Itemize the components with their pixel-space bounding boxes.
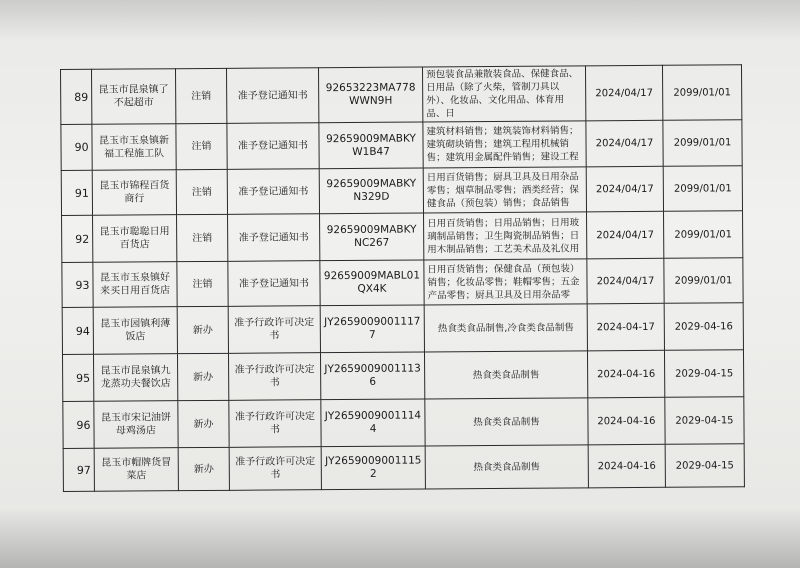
- business-scope: 热食类食品制售,冷食类食品制售: [424, 304, 587, 352]
- business-name: 昆玉市帽牌货冒菜店: [94, 448, 178, 492]
- table-row: [62, 258, 743, 308]
- records-table: [60, 64, 745, 492]
- business-name: 昆玉市宋记油饼母鸡汤店: [94, 401, 178, 449]
- start-date: 2024/04/17: [586, 166, 663, 212]
- start-date: 2024-04-16: [588, 397, 665, 445]
- end-date: 2029-04-16: [664, 303, 743, 351]
- credit-code: JY26590090011152: [321, 446, 425, 490]
- business-name: 昆玉市园镇利薄饭店: [93, 307, 177, 355]
- business-name: 昆玉市昆泉镇了不起超市: [92, 69, 176, 125]
- start-date: 2024/04/17: [586, 120, 663, 167]
- action-type: 注销: [176, 123, 227, 169]
- row-number: 89: [61, 69, 92, 124]
- credit-code: 92659009MABKYN329D: [319, 168, 423, 214]
- business-name: 昆玉市玉泉镇好来买日用百货店: [93, 262, 177, 308]
- row-number: 93: [62, 262, 93, 307]
- row-number: 94: [62, 307, 93, 354]
- table-row: [63, 444, 744, 492]
- start-date: 2024-04-16: [587, 350, 664, 398]
- start-date: 2024/04/17: [585, 65, 662, 121]
- row-number: 90: [61, 124, 92, 170]
- table-row: [62, 350, 743, 402]
- row-number: 91: [61, 170, 92, 215]
- table-row: [62, 211, 743, 263]
- action-type: 新办: [178, 447, 229, 490]
- document-type: 准予行政许可决定书: [228, 306, 320, 354]
- document-type: 准予登记通知书: [228, 261, 320, 307]
- business-scope: 日用百货销售；日用品销售；日用玻璃制品销售；卫生陶瓷制品销售；日用木制品销售；工艺美术品及礼仪用: [424, 212, 587, 260]
- document-type: 准予登记通知书: [227, 123, 319, 170]
- document-type: 准予登记通知书: [226, 68, 318, 124]
- end-date: 2099/01/01: [664, 258, 743, 304]
- business-scope: 热食类食品制售: [425, 398, 588, 446]
- document-type: 准予行政许可决定书: [229, 400, 321, 448]
- row-number: 97: [63, 448, 94, 491]
- end-date: 2029-04-15: [664, 350, 743, 398]
- table-row: [61, 120, 742, 171]
- business-scope: 日用百货销售；保健食品（预包装）销售；化妆品零售；鞋帽零售；五金产品零售；厨具卫具及日用杂品零: [424, 259, 587, 305]
- credit-code: JY26590090011136: [320, 352, 424, 400]
- end-date: 2099/01/01: [664, 211, 743, 259]
- action-type: 新办: [178, 400, 229, 447]
- row-number: 95: [62, 354, 93, 401]
- action-type: 新办: [177, 353, 228, 400]
- document-type: 准予登记通知书: [227, 169, 319, 215]
- business-name: 昆玉市聪聪日用百货店: [93, 215, 177, 263]
- end-date: 2099/01/01: [663, 120, 742, 167]
- action-type: 新办: [177, 306, 228, 353]
- credit-code: 92659009MABL01QX4K: [320, 260, 424, 306]
- bottom-shadow: [0, 508, 800, 568]
- credit-code: 92659009MABKYW1B47: [319, 122, 423, 169]
- end-date: 2099/01/01: [662, 65, 741, 121]
- document-type: 准予行政许可决定书: [228, 353, 320, 401]
- start-date: 2024-04-17: [587, 303, 664, 351]
- business-name: 昆玉市玉泉镇新福工程施工队: [92, 124, 176, 171]
- table-row: [63, 397, 744, 449]
- action-type: 注销: [177, 261, 228, 306]
- table-row: [61, 166, 742, 216]
- business-name: 昆玉市昆泉镇九龙蒸功夫餐饮店: [93, 354, 177, 402]
- business-scope: 热食类食品制售: [424, 351, 587, 399]
- table-row: [62, 303, 743, 355]
- document-type: 准予登记通知书: [228, 214, 320, 262]
- start-date: 2024/04/17: [587, 258, 664, 304]
- credit-code: JY26590090011177: [320, 305, 424, 353]
- start-date: 2024/04/17: [587, 211, 664, 259]
- business-scope: 热食类食品制售: [425, 445, 588, 489]
- credit-code: 92659009MABKYNC267: [320, 213, 424, 261]
- action-type: 注销: [176, 68, 227, 123]
- row-number: 92: [62, 215, 93, 262]
- credit-code: JY26590090011144: [321, 399, 425, 447]
- business-scope: 建筑材料销售；建筑装饰材料销售；建筑砌块销售；建筑工程用机械销售；建筑用金属配件销售；建设工程: [423, 121, 586, 168]
- end-date: 2029-04-15: [665, 397, 744, 445]
- business-scope: 日用百货销售；厨具卫具及日用杂品零售；烟草制品零售；酒类经营；保健食品（预包装）销售；食品销售: [423, 167, 586, 213]
- table-row: [61, 65, 742, 125]
- row-number: 96: [63, 401, 94, 448]
- top-shadow: [0, 0, 800, 40]
- action-type: 注销: [176, 169, 227, 214]
- start-date: 2024-04-16: [588, 444, 665, 488]
- document-type: 准予行政许可决定书: [229, 447, 321, 491]
- end-date: 2029-04-15: [665, 444, 744, 488]
- credit-code: 92653223MA778WWN9H: [318, 67, 422, 123]
- end-date: 2099/01/01: [663, 166, 742, 212]
- action-type: 注销: [177, 214, 228, 261]
- business-scope: 预包装食品兼散装食品、保健食品、日用品（除了火柴，管制刀具以外）、化妆品、文化用品、体育用品、日: [422, 66, 585, 122]
- business-name: 昆玉市锦程百货商行: [92, 170, 176, 216]
